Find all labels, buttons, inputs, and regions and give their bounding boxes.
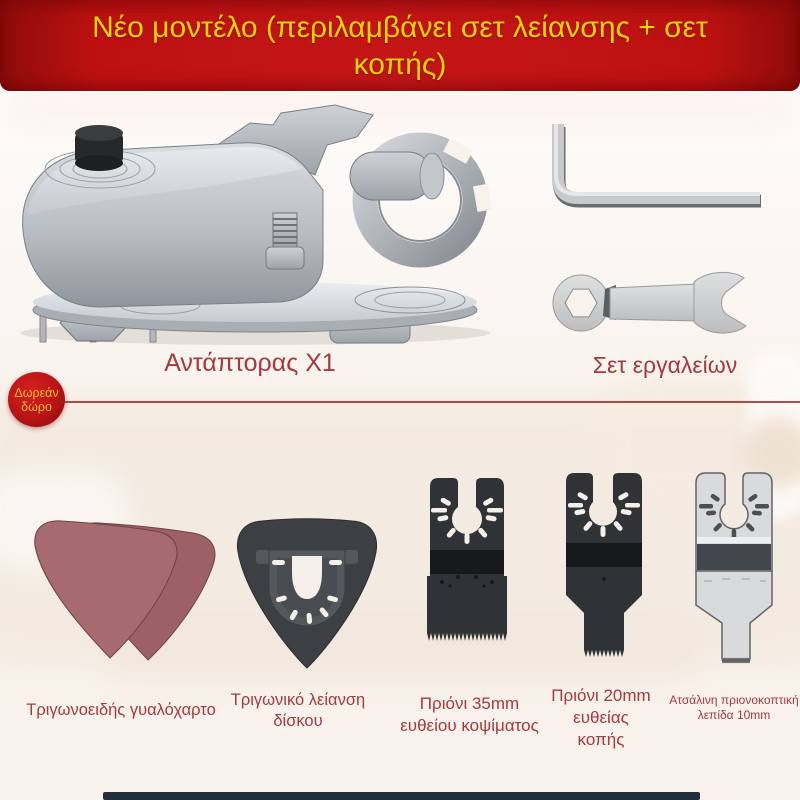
gift-connector-line: [60, 401, 800, 403]
tool-set-label: Σετ εργαλείων: [592, 352, 738, 378]
accessory-label: Πριόνι 35mm ευθείου κοψίματος: [400, 694, 539, 735]
banner: [0, 0, 800, 91]
adapter-image: [5, 95, 495, 345]
sanding-disc-image: [222, 500, 392, 675]
accessory-label: Ατσάλινη πριονοκοπτική λεπίδα 10mm: [669, 693, 799, 723]
badge-text-line2: δώρο: [21, 399, 52, 414]
wrench-image: [548, 258, 766, 340]
accessory-label: Τριγωνοειδής γυαλόχαρτο: [26, 701, 216, 719]
saw-blade-35mm-image: [426, 472, 508, 658]
free-gift-badge: [8, 372, 65, 427]
adapter-label: Αντάπτορας X1: [164, 349, 336, 377]
badge-text-line1: Δωρεάν: [14, 385, 59, 400]
banner-text: Νέο μοντέλο (περιλαμβάνει σετ λείανσης + σετ κοπής): [92, 10, 708, 81]
sandpaper-image: [15, 498, 225, 670]
saw-blade-20mm-image: [562, 467, 646, 657]
bottom-bar: [103, 792, 700, 800]
steel-blade-10mm-image: [690, 467, 778, 667]
accessory-label: Τριγωνικό λείανση δίσκου: [230, 691, 366, 731]
accessory-label: Πριόνι 20mm ευθείας κοπής: [551, 686, 651, 749]
hex-key-image: [548, 122, 766, 218]
